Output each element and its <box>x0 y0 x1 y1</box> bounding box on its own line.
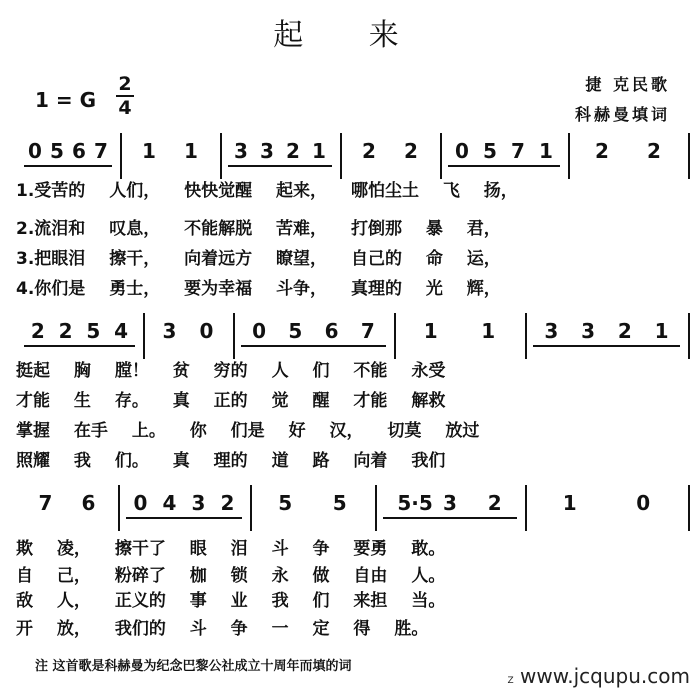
note: 1 <box>481 319 496 343</box>
bar-line <box>340 133 342 179</box>
note: 7 <box>94 139 108 163</box>
bar-line <box>220 133 222 179</box>
song-title: 起 来 <box>273 18 427 53</box>
eighth-underline <box>228 165 332 167</box>
note: 2 <box>362 139 376 163</box>
note: 2 <box>220 491 235 515</box>
bar-line <box>688 133 690 179</box>
eighth-underline <box>448 165 560 167</box>
note: 2 <box>595 139 609 163</box>
note: 4 <box>114 319 129 343</box>
note: 1 <box>312 139 326 163</box>
time-sig-bottom: 4 <box>118 97 132 119</box>
note: 2 <box>58 319 73 343</box>
bar-line <box>688 485 690 531</box>
note: 2 <box>647 139 661 163</box>
lyric-line: 掌握 在手 上。 你 们是 好 汉， 切莫 放过 <box>16 421 480 441</box>
bar-line <box>233 313 235 359</box>
lyric-line: 3.把眼泪 擦干， 向着远方 瞭望， 自己的 命 运， <box>16 249 501 269</box>
bar-line <box>568 133 570 179</box>
note: 7 <box>360 319 375 343</box>
note: 3 <box>544 319 559 343</box>
bar-line <box>143 313 145 359</box>
lyric-line: 开 放， 我们的 斗 争 一 定 得 胜。 <box>16 619 429 639</box>
note: 0 <box>28 139 42 163</box>
note: 3 <box>191 491 206 515</box>
note: 2 <box>617 319 632 343</box>
watermark: Z www.jcqupu.com <box>507 664 690 688</box>
note: 2 <box>487 491 502 515</box>
note: 1 <box>562 491 577 515</box>
bar-line <box>688 313 690 359</box>
time-sig-top: 2 <box>118 73 132 95</box>
lyric-line: 敌 人， 正义的 事 业 我 们 来担 当。 <box>16 591 446 611</box>
note: 4 <box>162 491 177 515</box>
note: 6 <box>81 491 96 515</box>
note: 3 <box>443 491 457 515</box>
note: 0 <box>455 139 469 163</box>
bar-line <box>120 133 122 179</box>
eighth-underline <box>383 517 517 519</box>
lyric-line: 欺 凌， 擦干了 眼 泪 斗 争 要勇 敢。 <box>16 539 446 559</box>
bar-line <box>525 485 527 531</box>
eighth-underline <box>533 345 680 347</box>
lyric-line: 1.受苦的 人们， 快快觉醒 起来， 哪怕尘土 飞 扬， <box>16 181 518 201</box>
bar-line <box>118 485 120 531</box>
lyric-line: 自 己， 粉碎了 枷 锁 永 做 自由 人。 <box>16 566 446 586</box>
credit-lyricist: 科赫曼填词 <box>574 105 670 124</box>
note: 0 <box>636 491 651 515</box>
lyric-line: 才能 生 存。 真 正的 觉 醒 才能 解救 <box>16 391 446 411</box>
lyric-line: 4.你们是 勇士， 要为幸福 斗争， 真理的 光 辉， <box>16 279 501 299</box>
note: 0 <box>252 319 267 343</box>
note: 5 <box>86 319 101 343</box>
note: 5 <box>278 491 293 515</box>
note: 0 <box>199 319 214 343</box>
note: 2 <box>30 319 45 343</box>
key-signature: 1 = G <box>35 88 97 112</box>
note: 1 <box>184 139 198 163</box>
note: 7 <box>511 139 525 163</box>
note: 3 <box>581 319 596 343</box>
footnote: 注 这首歌是科赫曼为纪念巴黎公社成立十周年而填的词 <box>35 659 352 674</box>
eighth-underline <box>126 517 242 519</box>
lyric-line: 2.流泪和 叹息， 不能解脱 苦难， 打倒那 暴 君， <box>16 219 501 239</box>
credit-origin: 捷 克民歌 <box>585 75 670 94</box>
note: 3 <box>162 319 177 343</box>
bar-line <box>375 485 377 531</box>
note: 1 <box>142 139 156 163</box>
bar-line <box>394 313 396 359</box>
note: 1 <box>539 139 553 163</box>
note: 2 <box>404 139 418 163</box>
lyric-line: 挺起 胸 膛！ 贫 穷的 人 们 不能 永受 <box>16 361 446 381</box>
lyric-line: 照耀 我 们。 真 理的 道 路 向着 我们 <box>16 451 446 471</box>
note: 5 <box>288 319 303 343</box>
note: 1 <box>423 319 438 343</box>
bar-line <box>525 313 527 359</box>
note: 6 <box>324 319 339 343</box>
bar-line <box>250 485 252 531</box>
note: 5 <box>332 491 347 515</box>
note: 5 <box>483 139 497 163</box>
eighth-underline <box>241 345 386 347</box>
note: 5·5 <box>397 491 433 515</box>
note: 3 <box>234 139 248 163</box>
note: 7 <box>38 491 53 515</box>
note: 3 <box>260 139 274 163</box>
note: 1 <box>654 319 669 343</box>
note: 2 <box>286 139 300 163</box>
eighth-underline <box>24 165 112 167</box>
note: 6 <box>72 139 86 163</box>
eighth-underline <box>24 345 135 347</box>
bar-line <box>440 133 442 179</box>
note: 5 <box>50 139 64 163</box>
note: 0 <box>133 491 148 515</box>
